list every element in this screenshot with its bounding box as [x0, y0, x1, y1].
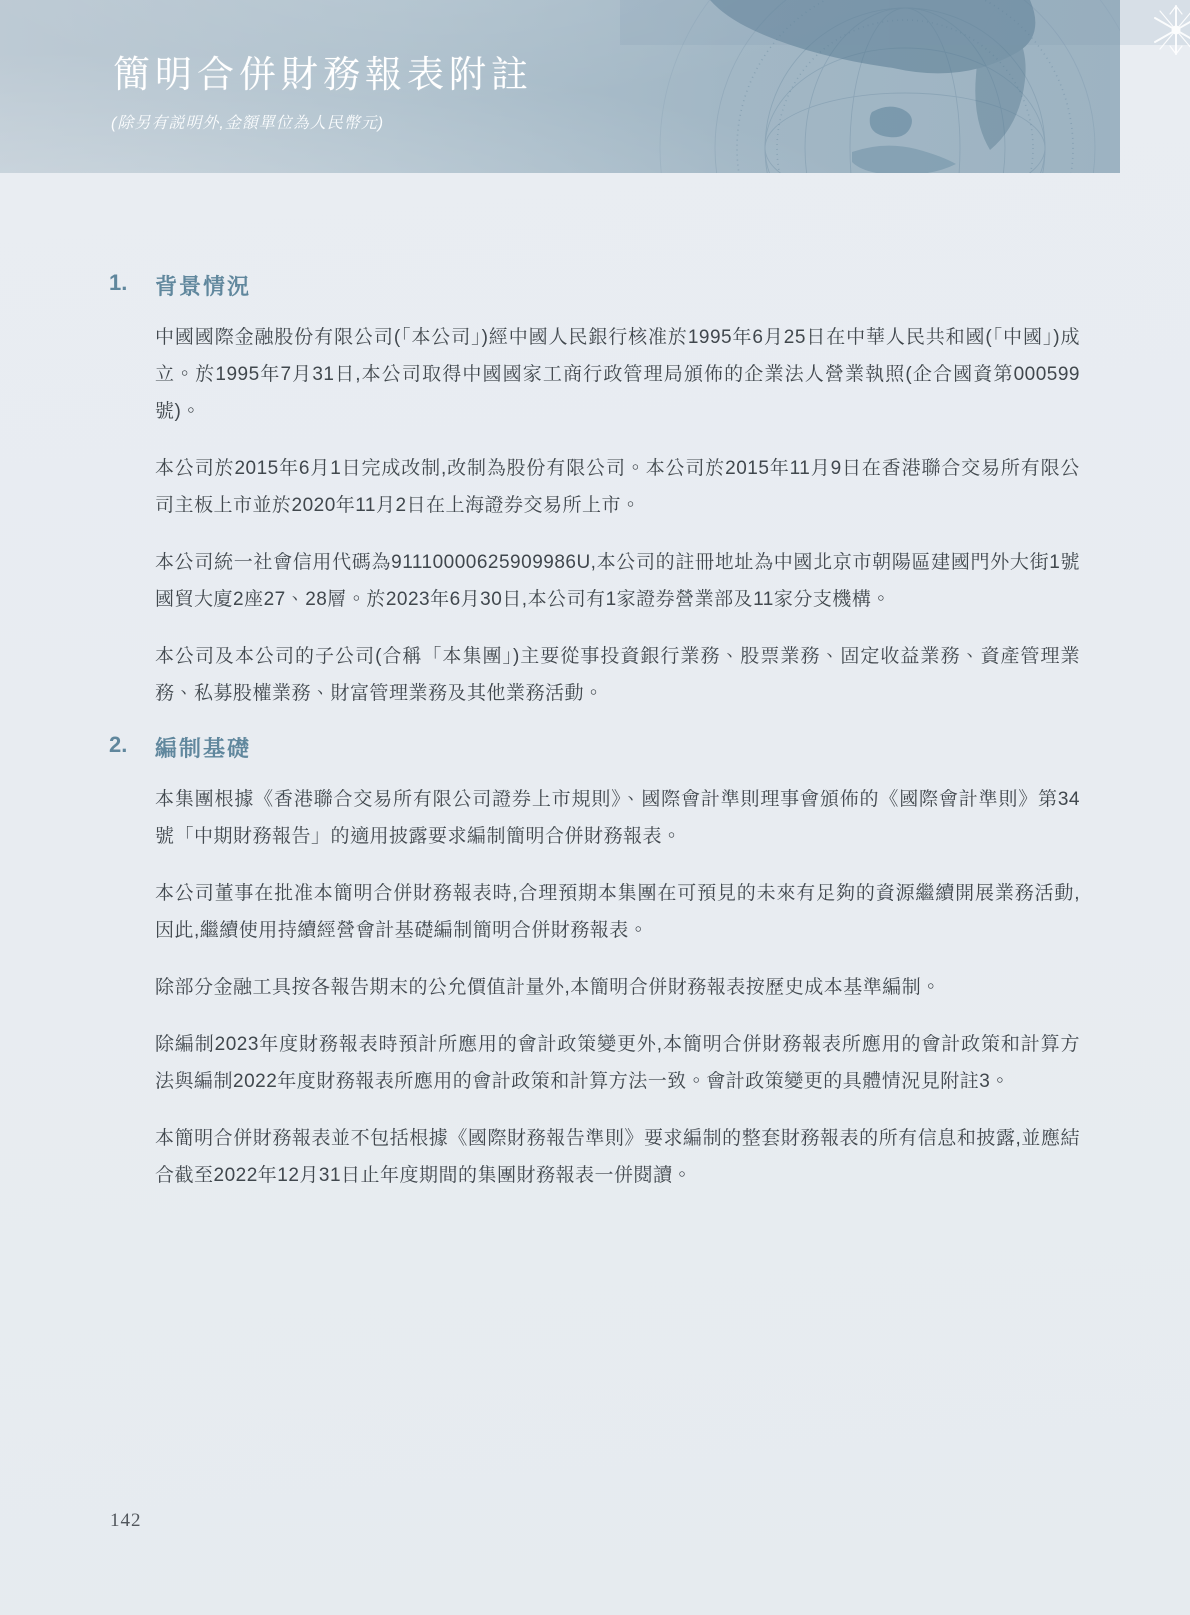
paragraph: 除編制2023年度財務報表時預計所應用的會計政策變更外,本簡明合併財務報表所應用的會計政策和計算方法與編制2022年度財務報表所應用的會計政策和計算方法一致。會計政策變更的具體情況見附註3。 — [155, 1034, 1080, 1092]
section-heading — [109, 732, 1080, 763]
paragraph: 中國國際金融股份有限公司(「本公司」)經中國人民銀行核准於1995年6月25日在中華人民共和國(「中國」)成立。於1995年7月31日,本公司取得中國國家工商行政管理局頒佈的企業法人營業執照(企合國資第000599號)。 — [155, 327, 1080, 422]
page-number: 142 — [110, 1510, 142, 1531]
section-number: 1. — [109, 270, 128, 295]
header-top-strip — [620, 0, 1190, 45]
page-title: 簡明合併財務報表附註 — [113, 55, 533, 96]
paragraph: 本公司統一社會信用代碼為91110000625909986U,本公司的註冊地址為中國北京市朝陽區建國門外大街1號國貿大廈2座27、28層。於2023年6月30日,本公司有1家證券營業部及11家分支機構。 — [155, 552, 1080, 610]
section-number: 2. — [109, 732, 128, 757]
section-background — [109, 270, 1080, 712]
section-heading — [109, 270, 1080, 301]
notes-body — [109, 270, 1080, 1214]
snowflake-icon — [1146, 2, 1190, 58]
paragraph: 本公司於2015年6月1日完成改制,改制為股份有限公司。本公司於2015年11月9日在香港聯合交易所有限公司主板上市並於2020年11月2日在上海證券交易所上市。 — [155, 458, 1080, 516]
page-subtitle: (除另有説明外,金額單位為人民幣元) — [111, 115, 385, 132]
section-title: 背景情況 — [155, 274, 252, 299]
paragraph: 本公司及本公司的子公司(合稱「本集團」)主要從事投資銀行業務、股票業務、固定收益業務、資產管理業務、私募股權業務、財富管理業務及其他業務活動。 — [155, 646, 1080, 704]
paragraph: 本公司董事在批准本簡明合併財務報表時,合理預期本集團在可預見的未來有足夠的資源繼續開展業務活動,因此,繼續使用持續經營會計基礎編制簡明合併財務報表。 — [155, 883, 1080, 941]
paragraph: 除部分金融工具按各報告期末的公允價值計量外,本簡明合併財務報表按歷史成本基準編制。 — [155, 977, 941, 998]
section-title: 編制基礎 — [155, 736, 252, 761]
paragraph: 本簡明合併財務報表並不包括根據《國際財務報告準則》要求編制的整套財務報表的所有信息和披露,並應結合截至2022年12月31日止年度期間的集團財務報表一併閱讀。 — [155, 1128, 1080, 1186]
section-basis-of-preparation — [109, 732, 1080, 1194]
paragraph: 本集團根據《香港聯合交易所有限公司證券上市規則》、國際會計準則理事會頒佈的《國際會計準則》第34號「中期財務報告」的適用披露要求編制簡明合併財務報表。 — [155, 789, 1080, 847]
